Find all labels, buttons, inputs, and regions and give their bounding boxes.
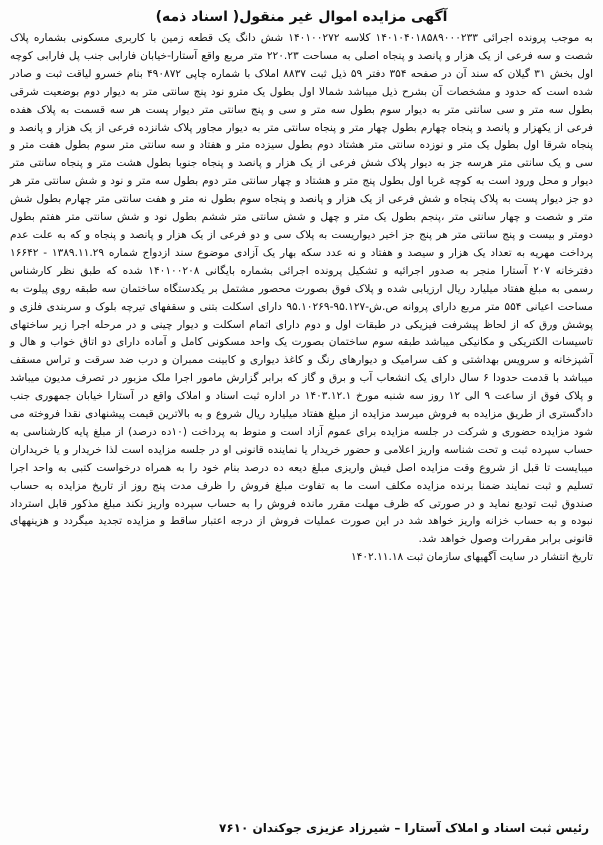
- notice-title: آگهی مزایده اموال غیر منقول( اسناد ذمه): [155, 9, 448, 25]
- notice-body: به موجب پرونده اجرائی ۱۴۰۱۰۴۰۱۸۵۸۹۰۰۰۲۳۳ کلاسه ۱۴۰۱۰۰۲۷۲ شش دانگ یک قطعه زمین با کاربری مسکونی بشماره پلاک شصت و سه فرعی از یک هزار و پانصد و پنجاه اصلی به مساحت ۲۲۰.۲۳ متر مربع واقع آستارا-خیابان فارابی جنب پل فارابی کوچه اول بخش ۳۱ گیلان که سند آن در صفحه ۳۵۴ دفتر ۵۹ ذیل ثبت ۸۸۳۷ املاک با شماره چاپی ۴۹۰۸۷۲ بنام خسرو لیاقت ثبت و صادر شده است که حدود و مشخصات آن بشرح ذیل میباشد شمالا اول بطول یک مترو نود پنج سانتی متر به دیوار دوم بوضعیت شرقی بطول سه متر و سی سانتی متر به دیوار سوم بطول سه متر و سی و پنج سانتی متر دیوار پست هر سه قسمت به پلاک هفده فرعی از یکهزار و پانصد و پنجاه چهارم بطول چهار متر و پنجاه سانتی متر به دیوار مجاور پلاک شانزده فرعی از یک هزار و پانصد و پنجاه شرقا اول بطول یک متر و نوزده سانتی متر هشتاد دوم بطول سیزده متر و هفتاد و سه سانتی متر سوم بطول هفت متر و سی و یک سانتی متر هرسه جز به دیوار پلاک شش فرعی از یک هزار و پانصد و پنجاه جنوبا بطول هشت متر و پنجاه سانتی متر دیوار و محل ورود است به کوچه غربا اول بطول پنج متر و هشتاد و چهار سانتی متر دوم بطول سه متر و نود و شش سانتی متر هر دو جز دیوار پست به پلاک پنجاه و شش فرعی از یک هزار و پانصد و پنجاه سوم بطول نه متر و هفت سانتی متر چهارم بطول شش متر و شصت و چهار سانتی متر ،پنجم بطول یک متر و چهل و شش سانتی متر ششم بطول نود و شش سانتی متر هفتم بطول دومتر و بیست و پنج سانتی متر هر پنج جز اخیر دیواریست به پلاک سی و دو فرعی از یک هزار و پانصد و پنجاه و که به علت عدم پرداخت مهریه به تعداد یک هزار و سیصد و هفتاد و نه عدد سکه بهار یک آزادی موضوع سند ازدواج شماره ۱۳۸۹.۱۱.۲۹ - ۱۶۶۴۲ دفترخانه ۲۰۷ آستارا منجر به صدور اجرائیه و تشکیل پرونده اجرائی بشماره بایگانی ۱۴۰۱۰۰۲۰۸ شده که طبق نظر کارشناس رسمی به مبلغ هفتاد میلیارد ریال ارزیابی شده و پلاک فوق بصورت محصور مشتمل بر یکدستگاه ساختمان سه طبقه روی پیلوت به مساحت اعیانی ۵۵۴ متر مربع دارای پروانه ص.ش-۹۵.۱۲۷-۹۵.۱۰۲۶۹ دارای اسکلت بتنی و سقفهای تیرچه بلوک و سربندی فلزی و پوشش ورق که از لحاظ پیشرفت فیزیکی در طبقات اول و دوم دارای اتمام اسکلت و دیوار چینی و در مرحله اجرا زیر ساختهای تاسیسات الکتریکی و مکانیکی میباشد طبقه سوم ساختمان بصورت یک واحد مسکونی کامل و آماده دارای دو اتاق خواب و هال و آشپزخانه و سرویس بهداشتی و کف سرامیک و دیوارهای رنگ و کاغذ دیواری و کابینت ممبران و درب ضد سرقت و تراس مسقف میباشد با قدمت حدودا ۶ سال دارای یک انشعاب آب و برق و گاز که برابر گزارش مامور اجرا ملک مزبور در تصرف مدیون میباشد و پلاک فوق از ساعت ۹ الی ۱۲ روز سه شنبه مورخ ۱۴۰۳.۱۲.۱ در اداره ثبت اسناد و املاک واقع در آستارا خیابان جمهوری جنب دادگستری از طریق مزایده به فروش میرسد مزایده از مبلغ هفتاد میلیارد ریال شروع و به بالاترین قیمت پیشنهادی نقدا فروخته می شود مزایده حضوری و شرکت در جلسه مزایده برای عموم آزاد است و منوط به پرداخت (۱۰ده درصد) از مبلغ پایه کارشناسی به حساب سپرده ثبت و تحت شناسه واریز اعلامی و حضور خریدار یا نماینده قانونی او در جلسه مزایده است لذا خریدار و یا خریداران میبایست تا قبل از شروع وقت مزایده اصل فیش واریزی مبلغ دیعه ده درصد بنام خود را به همراه درخواست کتبی به واحد اجرا تسلیم و ثبت نمایند ضمنا برنده مزایده مکلف است ما به تفاوت مبلغ فروش را ظرف مدت پنج روز از تاریخ مزایده به حساب صندوق ثبت تودیع نماید و در صورتی که ظرف مهلت مقرر مانده فروش را به حساب سپرده واریز نکند مبلغ مذکور قابل استرداد نبوده و به حساب خزانه واریز خواهد شد در این صورت عملیات فروش از درجه اعتبار ساقط و مزایده تجدید میگردد و هزینههای قانونی برابر مقررات وصول خواهد شد.: [10, 32, 594, 546]
- signature-line: رئیس ثبت اسناد و املاک آستارا – شیرزاد عزیزی جوکندان ۷۶۱۰: [219, 821, 589, 835]
- publication-date: تاریخ انتشار در سایت آگهیهای سازمان ثبت ۱۴۰۲.۱۱.۱۸: [350, 551, 593, 564]
